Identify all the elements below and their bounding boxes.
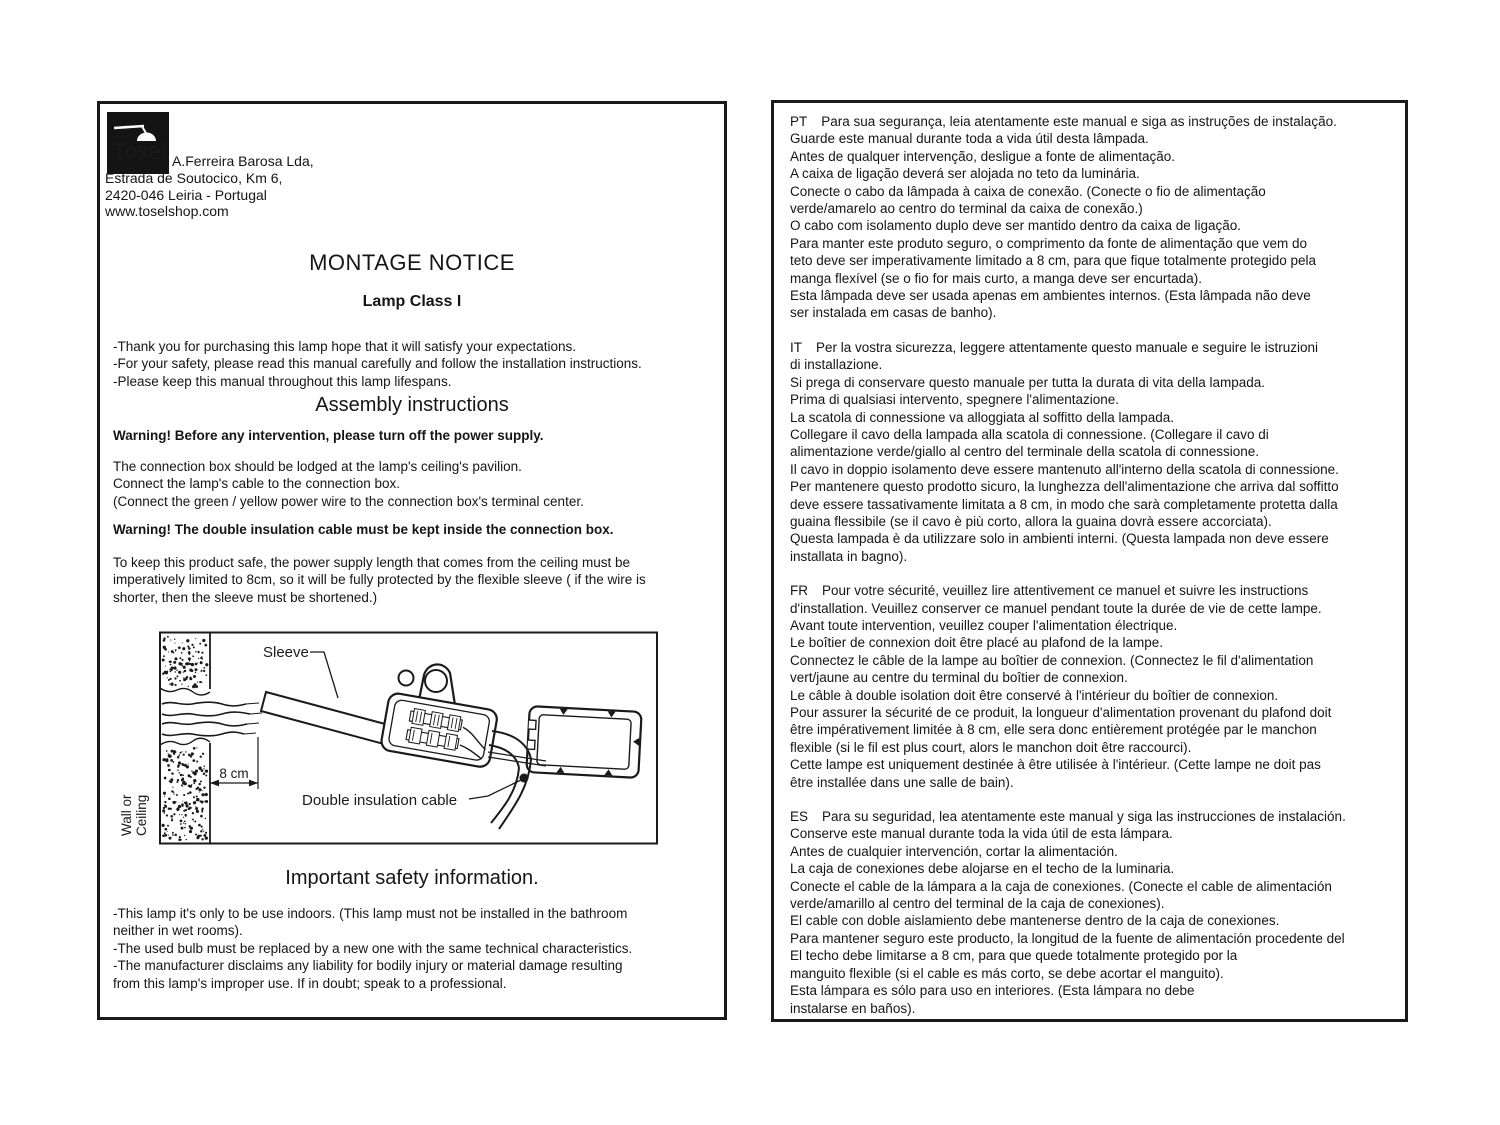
company-name: A.Ferreira Barosa Lda, <box>172 153 314 169</box>
safety-information-heading: Important safety information. <box>285 867 539 889</box>
intro-paragraph: -Thank you for purchasing this lamp hope that it will satisfy your expectations. -For your safety, please read this manual carefully and follow the installation instructions. -Please keep this manual throughout this lamp lifespans. <box>113 339 642 389</box>
wall-or-ceiling-label: Wall or Ceiling <box>119 794 149 836</box>
company-address <box>105 170 282 220</box>
translation-section-it: IT Per la vostra sicurezza, leggere attentamente questo manuale e seguire le istruzioni di installazione. Si prega di conservare questo manuale per tutta la durata di vita della lampada. Prima di qualsiasi intervento, spegnere l'alimentazione. La scatola di connessione va alloggiata al soffitto della lampada. Collegare il cavo della lampada alla scatola di connessione. (Collegare il cavo di alimentazione verde/giallo al centro del terminale della scatola di connessione. Il cavo in doppio isolamento deve essere mantenuto all'interno della scatola di connessione. Per mantenere questo prodotto sicuro, la lunghezza dell'alimentazione che arriva dal soffitto deve essere tassativamente limitata a 8 cm, in modo che sarà completamente protetta dalla guaina flessibile (se il cavo è più corto, allora la guaina dovrà essere accorciata). Questa lampada è da utilizzare solo in ambienti interni. (Questa lampada non deve essere installata in bagno). <box>790 339 1339 564</box>
cable-pointer-dot <box>520 774 529 783</box>
translation-section-fr: FR Pour votre sécurité, veuillez lire attentivement ce manuel et suivre les instructions d'installation. Veuillez conserver ce manuel pendant toute la durée de vie de cette lampe. Avant toute intervention, veuillez couper l'alimentation électrique. Le boîtier de connexion doit être placé au plafond de la lampe. Connectez le câble de la lampe au boîtier de connexion. (Connectez le fil d'alimentation vert/jaune au centre du terminal du boîtier de connexion. Le câble à double isolation doit être conservé à l'intérieur du boîtier de connexion. Pour assurer la sécurité de ce produit, la longueur d'alimentation provenant du plafond doit être impérativement limitée à 8 cm, elle sera donc entièrement protégée par le manchon flexible (si le fil est plus court, alors le manchon doit être raccourci). Cette lampe est uniquement destinée à être utilisée à l'intérieur. (Cette lampe ne doit pas être installée dans une salle de bain). <box>790 583 1332 790</box>
lang-code: FR <box>790 583 808 599</box>
installation-diagram <box>100 631 660 846</box>
dimension-label: 8 cm <box>219 766 249 781</box>
double-insulation-cable-label: Double insulation cable <box>302 792 458 809</box>
warning-power-supply: Warning! Before any intervention, please turn off the power supply. <box>113 428 544 443</box>
sleeve-label: Sleeve <box>263 644 309 661</box>
supply-wires <box>162 702 262 736</box>
address-line-2: 2420-046 Leiria - Portugal <box>105 186 267 203</box>
warning-double-insulation: Warning! The double insulation cable must be kept inside the connection box. <box>113 522 614 537</box>
sleeve-paragraph: To keep this product safe, the power supply length that comes from the ceiling must be imperatively limited to 8cm, so it will be fully protected by the flexible sleeve ( if the wire is shorter, then the sleeve must be shortened.) <box>113 555 646 605</box>
dimension-8cm <box>210 737 258 789</box>
left-panel <box>97 101 727 1020</box>
connection-box-paragraph: The connection box should be lodged at the lamp's ceiling's pavilion. Connect the lamp's cable to the connection box. (Connect the green / yellow power wire to the connection box's terminal center. <box>113 459 584 509</box>
lamp-class-subtitle: Lamp Class I <box>362 293 462 310</box>
assembly-instructions-heading: Assembly instructions <box>315 394 509 416</box>
lang-code: ES <box>790 809 809 825</box>
cover-plate <box>526 706 641 778</box>
address-line-1: Estrada de Soutocico, Km 6, <box>105 170 283 186</box>
installation-diagram-drawing <box>100 631 660 846</box>
lang-code: PT <box>790 114 808 129</box>
lamp-logo-icon <box>107 112 169 174</box>
translation-sections <box>790 113 1389 1017</box>
safety-paragraph: -This lamp it's only to be use indoors. (This lamp must not be installed in the bathroom neither in wet rooms). -The used bulb must be replaced by a new one with the same technical characteristics. -The manufacturer disclaims any liability for bodily injury or material damage resulting from this lamp's improper use. If in doubt; speak to a professional. <box>113 906 633 991</box>
company-website: www.toselshop.com <box>105 203 229 219</box>
connection-box <box>380 692 498 768</box>
lang-code: IT <box>790 339 802 355</box>
svg-text:Tosel: Tosel <box>113 138 167 164</box>
translations-panel <box>771 100 1408 1022</box>
translation-section-es: ES Para su seguridad, lea atentamente este manual y siga las instrucciones de instalación. Conserve este manual durante toda la vida útil de esta lámpara. Antes de cualquier intervención, cortar la alimentación. La caja de conexiones debe alojarse en el techo de la luminaria. Conecte el cable de la lámpara a la caja de conexiones. (Conecte el cable de alimentación verde/amarillo al centro del terminal de la caja de conexiones). El cable con doble aislamiento debe mantenerse dentro de la caja de conexiones. Para mantener seguro este producto, la longitud de la fuente de alimentación procedente del El techo debe limitarse a 8 cm, para que quede totalmente protegido por la manguito flexible (si el cable es más corto, se debe acortar el manguito). Esta lámpara es sólo para uso en interiores. (Esta lámpara no debe instalarse en baños). <box>790 809 1346 1016</box>
translation-section-pt: PT Para sua segurança, leia atentamente este manual e siga as instruções de instalação. Guarde este manual durante toda a vida útil desta lâmpada. Antes de qualquer intervenção, desligue a fonte de alimentação. A caixa de ligação deverá ser alojada no teto da luminária. Conecte o cabo da lâmpada à caixa de conexão. (Conecte o fio de alimentação verde/amarelo ao centro do terminal da caixa de conexão.) O cabo com isolamento duplo deve ser mantido dentro da caixa de ligação. Para manter este produto seguro, o comprimento da fonte de alimentação que vem do teto deve ser imperativamente limitado a 8 cm, para que fique totalmente protegido pela manga flexível (se o fio for mais curto, a manga deve ser encurtada). Esta lâmpada deve ser usada apenas em ambientes internos. (Esta lâmpada não deve ser instalada em casas de banho). <box>790 114 1337 321</box>
page-title: MONTAGE NOTICE <box>309 250 515 275</box>
tosel-logo <box>107 112 169 174</box>
sleeve-shape <box>261 692 400 747</box>
